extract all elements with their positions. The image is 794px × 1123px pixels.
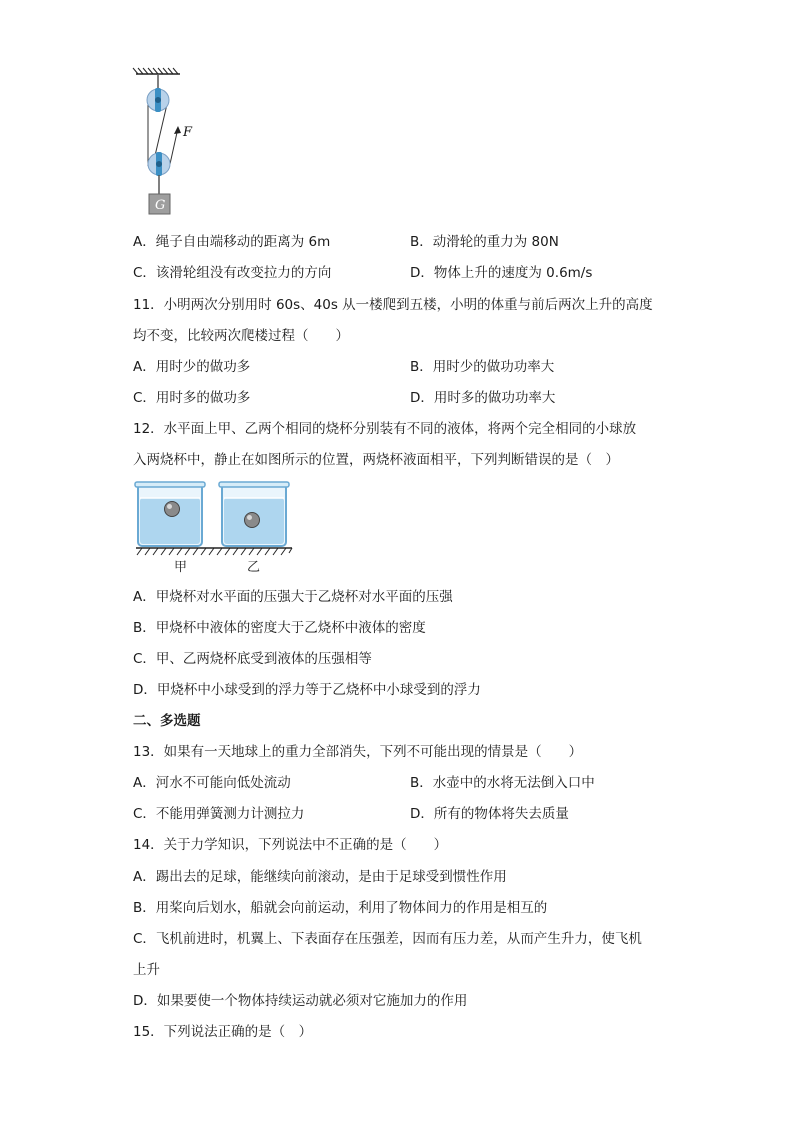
beaker-right xyxy=(219,482,289,546)
q12-stem-line2: 入两烧杯中，静止在如图所示的位置，两烧杯液面相平，下列判断错误的是（ ） xyxy=(133,452,619,468)
q14-option-c-line2: 上升 xyxy=(133,962,160,978)
q14-stem: 14．关于力学知识，下列说法中不正确的是（ ） xyxy=(133,837,448,853)
ball-left xyxy=(165,502,180,517)
ball-right xyxy=(245,513,260,528)
section-title-multiple-choice: 二、多选题 xyxy=(133,713,201,729)
q14-option-b: B．用桨向后划水，船就会向前运动，利用了物体间力的作用是相互的 xyxy=(133,900,548,916)
q12-option-b: B．甲烧杯中液体的密度大于乙烧杯中液体的密度 xyxy=(133,620,426,636)
q11-stem-line1: 11．小明两次分别用时 60s、40s 从一楼爬到五楼，小明的体重与前后两次上升的高度 xyxy=(133,297,653,313)
q11-option-d: D．用时多的做功功率大 xyxy=(410,390,556,406)
q13-option-d: D．所有的物体将失去质量 xyxy=(410,806,569,822)
q14-option-a: A．踢出去的足球，能继续向前滚动，是由于足球受到惯性作用 xyxy=(133,869,507,885)
q11-stem-line2: 均不变，比较两次爬楼过程（ ） xyxy=(133,328,349,344)
q11-option-a: A．用时少的做功多 xyxy=(133,359,251,375)
weight-label: G xyxy=(155,198,166,213)
q14-option-c-line1: C．飞机前进时，机翼上、下表面存在压强差，因而有压力差，从而产生升力，使飞机 xyxy=(133,931,642,947)
beaker-label-left: 甲 xyxy=(174,560,188,575)
q10-option-a: A．绳子自由端移动的距离为 6m xyxy=(133,234,331,250)
beaker-label-right: 乙 xyxy=(247,560,261,575)
q10-option-b: B．动滑轮的重力为 80N xyxy=(410,234,559,250)
q13-option-b: B．水壶中的水将无法倒入口中 xyxy=(410,775,595,791)
beaker-left xyxy=(135,482,205,546)
q12-option-c: C．甲、乙两烧杯底受到液体的压强相等 xyxy=(133,651,372,667)
pulley-figure xyxy=(130,68,200,218)
q15-stem: 15．下列说法正确的是（ ） xyxy=(133,1024,313,1040)
q12-option-d: D．甲烧杯中小球受到的浮力等于乙烧杯中小球受到的浮力 xyxy=(133,682,481,698)
q11-option-b: B．用时少的做功功率大 xyxy=(410,359,555,375)
force-label: F xyxy=(183,125,193,140)
q12-option-a: A．甲烧杯对水平面的压强大于乙烧杯对水平面的压强 xyxy=(133,589,453,605)
q14-option-d: D．如果要使一个物体持续运动就必须对它施加力的作用 xyxy=(133,993,468,1009)
q10-option-d: D．物体上升的速度为 0.6m/s xyxy=(410,265,593,281)
q13-option-a: A．河水不可能向低处流动 xyxy=(133,775,291,791)
q12-stem-line1: 12．水平面上甲、乙两个相同的烧杯分别装有不同的液体，将两个完全相同的小球放 xyxy=(133,421,637,437)
q13-stem: 13．如果有一天地球上的重力全部消失，下列不可能出现的情景是（ ） xyxy=(133,744,583,760)
beakers-figure xyxy=(134,480,299,576)
q13-option-c: C．不能用弹簧测力计测拉力 xyxy=(133,806,305,822)
q11-option-c: C．用时多的做功多 xyxy=(133,390,251,406)
q10-option-c: C．该滑轮组没有改变拉力的方向 xyxy=(133,265,332,281)
